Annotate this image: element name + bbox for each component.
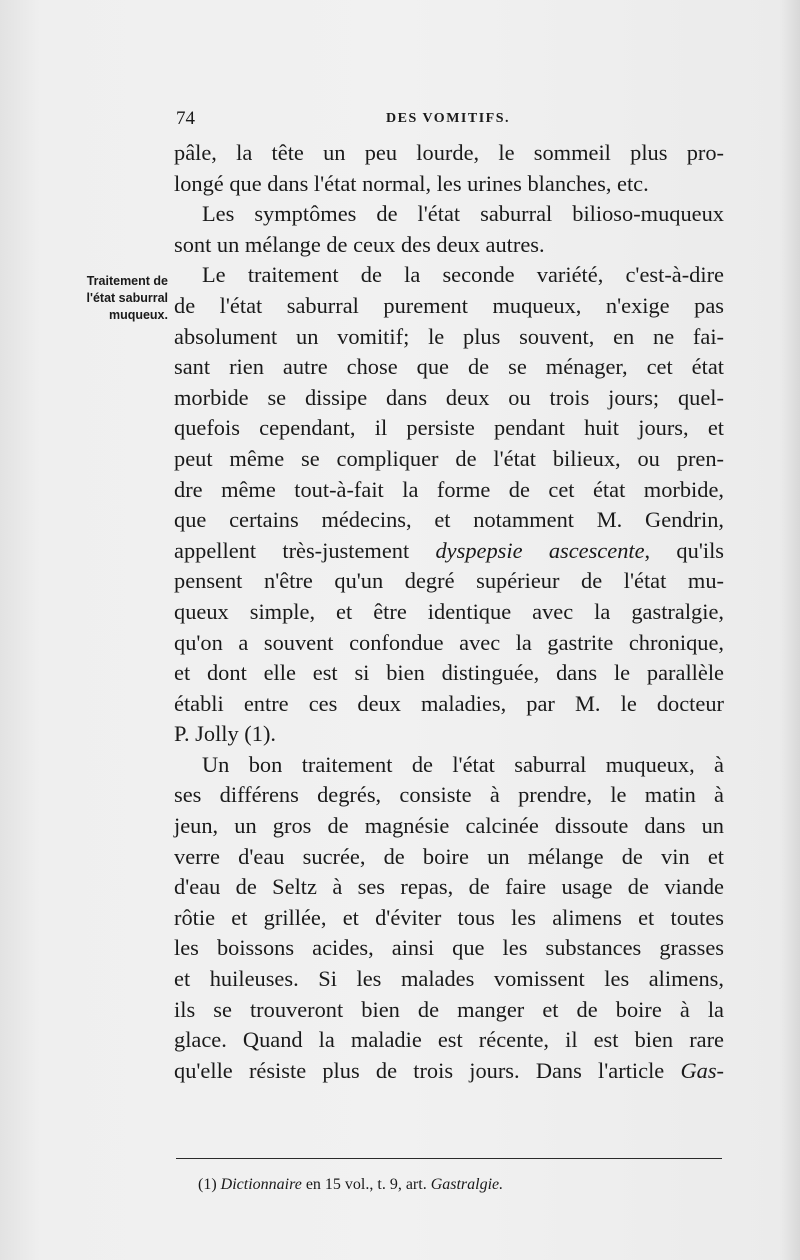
text-line-with-italic — [174, 1056, 724, 1087]
footnote-title: Dictionnaire — [220, 1176, 302, 1193]
text-line: et huileuses. Si les malades vomissent les alimens, — [174, 966, 724, 992]
text-line: dre même tout-à-fait la forme de cet état morbide, — [174, 476, 724, 502]
page-number: 74 — [176, 108, 195, 129]
text-line: et dont elle est si bien distinguée, dans le parallèle — [174, 660, 724, 686]
italic-term: Gas- — [680, 1057, 724, 1083]
footnote-rule — [176, 1158, 722, 1159]
footnote-marker: (1) — [198, 1176, 217, 1193]
text-line: morbide se dissipe dans deux ou trois jours; quel- — [174, 384, 724, 410]
text-line: jeun, un gros de magnésie calcinée dissoute dans un — [174, 813, 724, 839]
text-run: qu'elle résiste plus de trois jours. Dans l'article — [174, 1057, 665, 1083]
margin-note-line: Traitement de — [86, 274, 168, 288]
margin-note-line: l'état saburral — [86, 291, 168, 305]
margin-note — [56, 273, 168, 324]
running-head: DES VOMITIFS. — [386, 111, 510, 126]
text-line: d'eau de Seltz à ses repas, de faire usage de viande — [174, 874, 724, 900]
text-line: longé que dans l'état normal, les urines blanches, etc. — [174, 170, 649, 196]
text-line: absolument un vomitif; le plus souvent, en ne fai- — [174, 323, 724, 349]
text-line-with-italic — [174, 536, 724, 567]
text-line: établi entre ces deux maladies, par M. le docteur — [174, 690, 724, 716]
text-line: Le traitement de la seconde variété, c'est-à-dire — [202, 262, 724, 288]
text-line: queux simple, et être identique avec la gastralgie, — [174, 598, 724, 624]
footnote — [198, 1176, 503, 1194]
text-line: pensent n'être qu'un degré supérieur de l'état mu- — [174, 568, 724, 594]
text-line: que certains médecins, et notamment M. Gendrin, — [174, 507, 724, 533]
text-line: ils se trouveront bien de manger et de boire à la — [174, 996, 724, 1022]
page-header — [176, 108, 722, 132]
text-line: ses différens degrés, consiste à prendre, le matin à — [174, 782, 724, 808]
text-line: qu'on a souvent confondue avec la gastrite chronique, — [174, 629, 724, 655]
footnote-article: Gastralgie. — [430, 1176, 504, 1193]
text-line: peut même se compliquer de l'état bilieux, ou pren- — [174, 445, 724, 471]
text-line: sont un mélange de ceux des deux autres. — [174, 231, 545, 257]
text-line: quefois cependant, il persiste pendant huit jours, et — [174, 415, 724, 441]
margin-note-line: muqueux. — [108, 308, 168, 322]
text-run: appellent très-justement — [174, 537, 436, 563]
text-run: , qu'ils — [644, 537, 725, 563]
text-line: Les symptômes de l'état saburral bilioso-muqueux — [202, 201, 724, 227]
text-line: de l'état saburral purement muqueux, n'exige pas — [174, 292, 724, 318]
text-line: pâle, la tête un peu lourde, le sommeil plus pro- — [174, 140, 724, 165]
text-line: rôtie et grillée, et d'éviter tous les alimens et toutes — [174, 904, 724, 930]
italic-term: dyspepsie ascescente — [435, 537, 645, 563]
text-line: les boissons acides, ainsi que les substances grasses — [174, 935, 724, 961]
text-line: Un bon traitement de l'état saburral muqueux, à — [202, 751, 724, 777]
text-line: P. Jolly (1). — [174, 721, 277, 747]
body-text — [174, 138, 724, 1086]
footnote-text: en 15 vol., t. 9, art. — [301, 1176, 431, 1193]
text-line: glace. Quand la maladie est récente, il est bien rare — [174, 1027, 724, 1053]
text-line: sant rien autre chose que de se ménager, cet état — [174, 354, 724, 380]
text-line: verre d'eau sucrée, de boire un mélange de vin et — [174, 843, 724, 869]
